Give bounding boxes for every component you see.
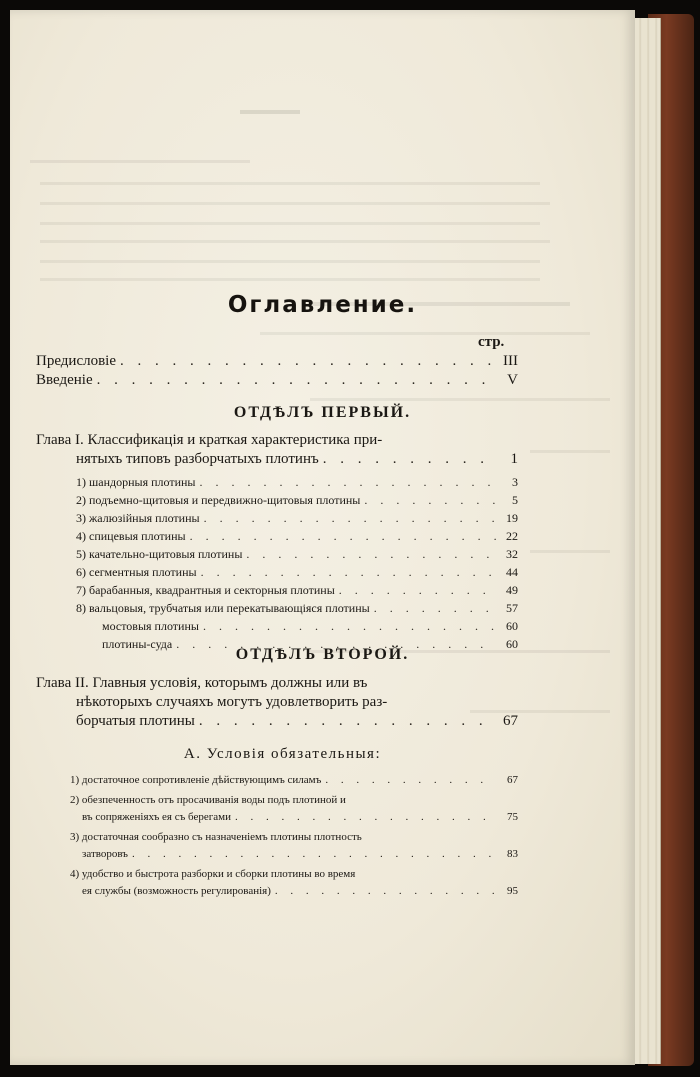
toc-entry-condition[interactable]	[82, 885, 518, 897]
toc-entry-item[interactable]	[76, 583, 518, 598]
toc-entry-page: 60	[506, 619, 518, 633]
leader-dots	[120, 353, 496, 370]
toc-entry-item[interactable]	[76, 511, 518, 526]
toc-entry-item[interactable]	[76, 529, 518, 544]
chapter1-title-line1: Глава I. Классификація и краткая характеристика при-	[36, 432, 383, 448]
toc-entry-page: 22	[506, 529, 518, 543]
toc-entry-label: 1) достаточное сопротивленіе дѣйствующимъ силамъ	[70, 774, 322, 786]
toc-entry-preface[interactable]	[36, 353, 518, 370]
leader-dots	[275, 885, 496, 897]
leader-dots	[339, 583, 496, 598]
toc-entry-label: Введеніе	[36, 372, 93, 388]
chapter2-title-line1: Глава II. Главныя условія, которымъ должны или въ	[36, 675, 368, 691]
leader-dots	[203, 619, 496, 634]
condition-4-line1: 4) удобство и быстрота разборки и сборки плотины во время	[70, 868, 356, 880]
toc-entry-page: 60	[506, 637, 518, 651]
toc-entry-label: 4) спицевыя плотины	[76, 529, 186, 543]
toc-entry-condition[interactable]	[82, 848, 518, 860]
toc-entry-label: 1) шандорныя плотины	[76, 475, 196, 489]
page-title: Оглавление.	[227, 292, 418, 318]
conditions-category-heading: А. Условія обязательныя:	[183, 746, 382, 762]
leader-dots	[190, 529, 496, 544]
toc-entry-label: 6) сегментныя плотины	[76, 565, 197, 579]
toc-entry-page: 44	[506, 565, 518, 579]
leader-dots	[97, 372, 496, 389]
toc-entry-label: 8) вальцовыя, трубчатыя или перекатывающіяся плотины	[76, 601, 370, 615]
toc-entry-page: 5	[512, 493, 518, 507]
leader-dots	[323, 451, 496, 468]
toc-entry-label: затворовъ	[82, 848, 128, 860]
toc-entry-page: 32	[506, 547, 518, 561]
toc-entry-item[interactable]	[76, 475, 518, 490]
leader-dots	[132, 848, 496, 860]
part2-heading: ОТДѢЛЪ ВТОРОЙ.	[235, 646, 410, 663]
leader-dots	[235, 811, 496, 823]
toc-entry-item[interactable]	[76, 547, 518, 562]
toc-entry-chapter1[interactable]	[76, 451, 518, 468]
toc-entry-page: 19	[506, 511, 518, 525]
toc-entry-label: борчатыя плотины	[76, 713, 195, 729]
toc-entry-page: 1	[510, 451, 518, 467]
toc-entry-item[interactable]	[76, 493, 518, 508]
toc-entry-label: 7) барабанныя, квадрантныя и секторныя плотины	[76, 583, 335, 597]
leader-dots	[201, 565, 496, 580]
toc-entry-label: плотины-суда	[102, 637, 173, 651]
leader-dots	[246, 547, 496, 562]
toc-entry-page: 67	[503, 713, 518, 729]
toc-entry-condition[interactable]	[82, 811, 518, 823]
condition-3-line1: 3) достаточная сообразно съ назначеніемъ плотины плотность	[70, 831, 362, 843]
toc-entry-label: нятыхъ типовъ разборчатыхъ плотинъ	[76, 451, 319, 467]
book-page	[10, 10, 635, 1065]
leader-dots	[374, 601, 496, 616]
chapter2-title-line2: нѣкоторыхъ случаяхъ могутъ удовлетворить раз-	[76, 694, 388, 710]
toc-entry-label: 5) качательно-щитовыя плотины	[76, 547, 243, 561]
page-column-header: стр.	[478, 334, 505, 350]
toc-entry-page: 67	[507, 774, 518, 786]
toc-entry-page: 83	[507, 848, 518, 860]
toc-entry-item[interactable]	[76, 565, 518, 580]
toc-entry-page: 75	[507, 811, 518, 823]
toc-entry-item[interactable]	[102, 619, 518, 634]
toc-entry-label: 3) жалюзійныя плотины	[76, 511, 200, 525]
toc-entry-introduction[interactable]	[36, 372, 518, 389]
toc-entry-page: 3	[512, 475, 518, 489]
leader-dots	[364, 493, 496, 508]
leader-dots	[204, 511, 496, 526]
toc-entry-label: въ сопряженіяхъ ея съ берегами	[82, 811, 232, 823]
toc-entry-page: III	[503, 353, 518, 369]
toc-entry-page: 57	[506, 601, 518, 615]
toc-entry-label: Предисловіе	[36, 353, 117, 369]
leader-dots	[200, 475, 497, 490]
toc-entry-label: мостовыя плотины	[102, 619, 199, 633]
toc-entry-condition[interactable]	[70, 774, 518, 786]
toc-entry-chapter2[interactable]	[76, 713, 518, 730]
toc-entry-label: 2) подъемно-щитовыя и передвижно-щитовыя плотины	[76, 493, 361, 507]
toc-entry-page: 49	[506, 583, 518, 597]
toc-entry-page: 95	[507, 885, 518, 897]
condition-2-line1: 2) обезпеченность отъ просачиванія воды подъ плотиной и	[70, 794, 346, 806]
leader-dots	[199, 713, 496, 730]
toc-entry-label: ея службы (возможность регулированія)	[82, 885, 271, 897]
toc-entry-page: V	[507, 372, 518, 388]
part1-heading: ОТДѢЛЪ ПЕРВЫЙ.	[233, 404, 412, 421]
leader-dots	[325, 774, 496, 786]
toc-entry-item[interactable]	[76, 601, 518, 616]
